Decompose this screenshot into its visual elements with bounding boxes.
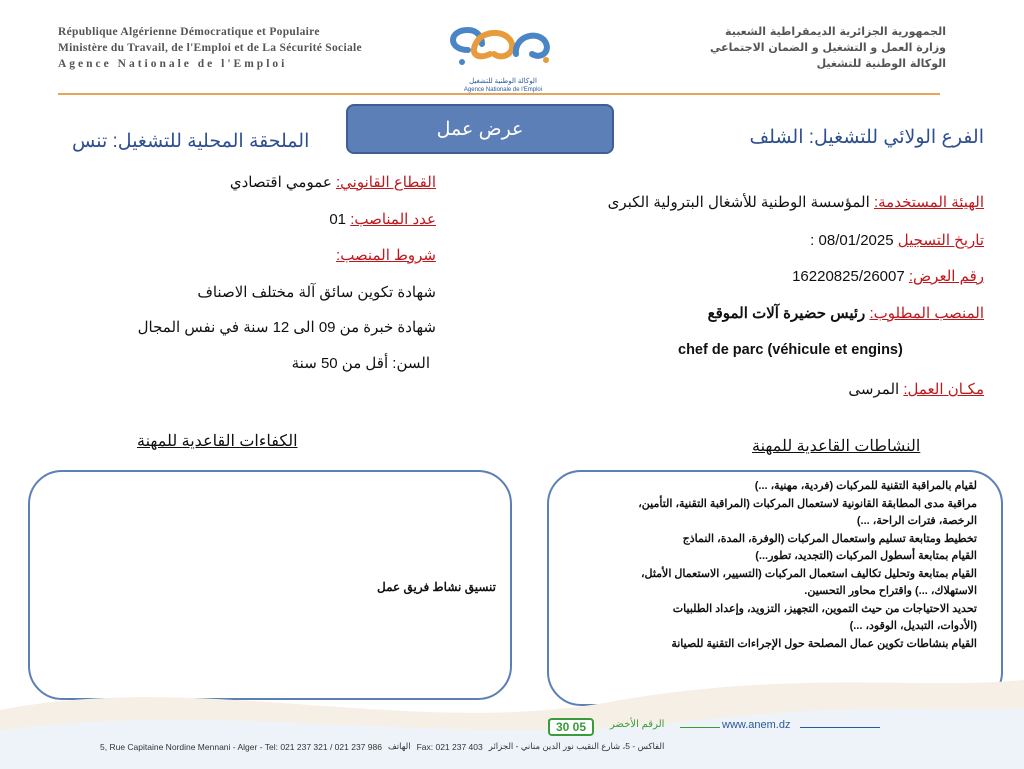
address-fr: 5, Rue Capitaine Nordine Mennani - Alger - Tel: 021 237 321 / 021 237 986	[100, 741, 382, 752]
footer-address-line	[100, 741, 664, 752]
activity-line: القيام بنشاطات تكوين عمال المصلحة حول الإجراءات التقنية للصيانة	[671, 637, 977, 650]
registration-date-label: تاريخ التسجيل	[897, 232, 984, 249]
condition-2: شهادة خبرة من 09 الى 12 سنة في نفس المجال	[137, 319, 436, 336]
header-ar-line3: الوكالة الوطنية للتشغيل	[816, 57, 946, 70]
employer-label: الهيئة المستخدمة:	[873, 194, 984, 211]
activities-list	[562, 478, 977, 653]
offer-title: عرض عمل	[436, 118, 524, 140]
condition-1: شهادة تكوين سائق آلة مختلف الاصناف	[197, 284, 436, 301]
activity-line: تحديد الاحتياجات من حيث التموين، التجهيز، التزويد، وإعداد الطلبيات	[672, 602, 977, 615]
registration-date-value: : 08/01/2025	[810, 232, 894, 249]
website-link[interactable]: www.anem.dz	[722, 719, 791, 731]
header-divider	[58, 93, 940, 95]
footer-rule-left	[680, 727, 720, 728]
fax-fr: Fax: 021 237 403	[416, 741, 483, 752]
activities-title: النشاطات القاعدية للمهنة	[752, 438, 921, 455]
activity-line: القيام بمتابعة أسطول المركبات (التجديد، تطور...)	[755, 550, 977, 562]
skills-text: تنسيق نشاط فريق عمل	[377, 580, 496, 594]
work-place-field	[848, 380, 984, 398]
work-place-label: مكـان العمل:	[903, 381, 984, 398]
requested-post-label: المنصب المطلوب:	[869, 305, 984, 322]
work-place-value: المرسى	[848, 381, 900, 398]
header-fr-line2: Ministère du Travail, de l'Emploi et de La Sécurité Sociale	[58, 42, 362, 54]
legal-sector-value: عمومي اقتصادي	[229, 174, 332, 191]
logo-caption-fr: Agence Nationale de l'Emploi	[463, 87, 543, 93]
header-ar-line1: الجمهورية الجزائرية الديمقراطية الشعبية	[725, 25, 946, 38]
phone-label-ar: الهاتف	[387, 741, 411, 751]
conditions-label-field	[336, 246, 436, 264]
skills-title: الكفاءات القاعدية للمهنة	[137, 433, 298, 450]
logo-caption-ar: الوكالة الوطنية للتشغيل	[469, 78, 537, 85]
activity-line: الرخصة، فترات الراحة، ...)	[856, 515, 977, 527]
address-ar: الفاكس - 5، شارع النقيب نور الدين مناني - الجزائر	[488, 741, 665, 751]
anem-logo-icon	[438, 20, 568, 72]
positions-count-label: عدد المناصب:	[350, 211, 436, 228]
requested-post-fr: chef de parc (véhicule et engins)	[678, 342, 903, 358]
conditions-label: شروط المنصب:	[336, 247, 436, 264]
offer-title-banner	[346, 104, 614, 154]
header-ar-line2: وزارة العمل و التشغيل و الضمان الاجتماعي	[710, 41, 946, 54]
wilaya-office: الفرع الولائي للتشغيل: الشلف	[749, 127, 984, 148]
activity-line: مراقبة مدى المطابقة القانونية لاستعمال المركبات (المراقبة التقنية، التأمين،	[638, 497, 977, 510]
activity-line: القيام بمتابعة وتحليل تكاليف استعمال المركبات (التسيير، الاستعمال الأمثل،	[640, 567, 977, 580]
legal-sector-field	[230, 173, 436, 191]
condition-3: السن: أقل من 50 سنة	[291, 355, 430, 372]
activity-line: لقيام بالمراقبة التقنية للمركبات (فردية، مهنية، ...)	[754, 480, 977, 492]
positions-count-field	[329, 210, 436, 228]
positions-count-value: 01	[329, 211, 347, 228]
local-office: الملحقة المحلية للتشغيل: تنس	[72, 131, 310, 152]
activity-line: الاستهلاك، ...) واقتراح محاور التحسين.	[804, 585, 977, 597]
requested-post-value: رئيس حضيرة آلات الموقع	[707, 305, 866, 322]
offer-number-label: رقم العرض:	[908, 268, 984, 285]
header-fr-line3: Agence Nationale de l'Emploi	[58, 58, 288, 70]
offer-number-field	[792, 267, 984, 285]
registration-date-field	[810, 231, 984, 249]
footer-rule-right	[800, 727, 880, 728]
requested-post-field	[708, 304, 984, 322]
legal-sector-label: القطاع القانوني:	[336, 174, 436, 191]
offer-number-value: 16220825/26007	[792, 268, 905, 285]
activity-line: تخطيط ومتابعة تسليم واستعمال المركبات (الوفرة، المدة، النماذج	[682, 532, 977, 545]
anem-logo	[438, 20, 568, 93]
green-number: 30 05	[548, 718, 594, 736]
activity-line: (الأدوات، التبديل، الوقود، ...)	[849, 620, 977, 632]
employer-value: المؤسسة الوطنية للأشغال البترولية الكبرى	[607, 194, 870, 211]
header-fr-line1: République Algérienne Démocratique et Populaire	[58, 26, 320, 38]
green-number-label: الرقم الأخضر	[610, 719, 665, 730]
employer-field	[608, 193, 984, 211]
